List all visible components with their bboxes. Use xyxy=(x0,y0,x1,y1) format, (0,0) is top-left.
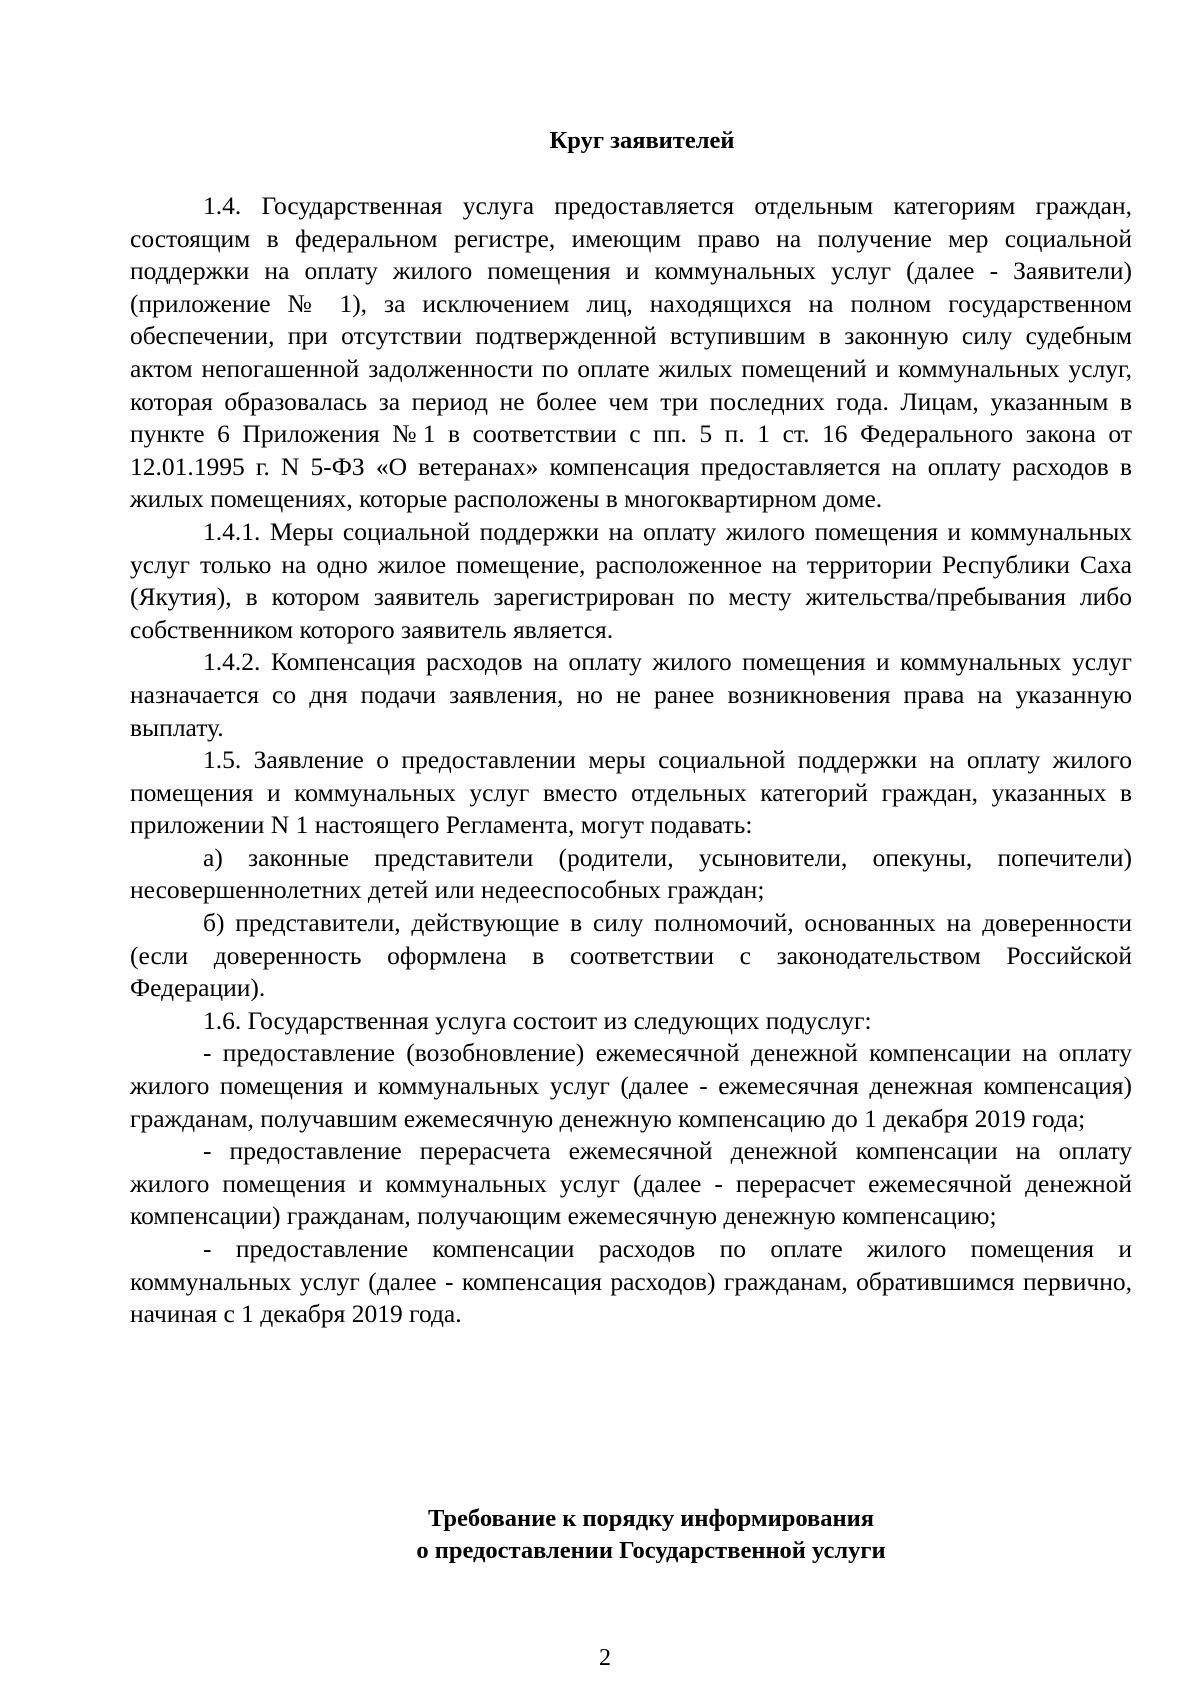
paragraph-1-4: 1.4. Государственная услуга предоставляется отдельным категориям граждан, состоящим в федеральном регистре, имеющим право на получение мер социальной поддержки на оплату жилого помещения и коммунальных услуг (далее - Заявители) (приложение № 1), за исключением лиц, находящихся на полном государственном обеспечении, при отсутствии подтвержденной вступившим в законную силу судебным актом непогашенной задолженности по оплате жилых помещений и коммунальных услуг, которая образовалась за период не более чем три последних года. Лицам, указанным в пункте 6 Приложения №1 в соответствии с пп. 5 п. 1 ст. 16 Федерального закона от 12.01.1995 г. N 5-ФЗ «О ветеранах» компенсация предоставляется на оплату расходов в жилых помещениях, которые расположены в многоквартирном доме. xyxy=(130,191,1132,514)
page-number: 2 xyxy=(599,1645,611,1671)
paragraph-1-5-b: б) представители, действующие в силу полномочий, основанных на доверенности (если доверенность оформлена в соответствии с законодательством Российской Федерации). xyxy=(130,908,1132,1003)
next-section-title-line-1: Требование к порядку информирования xyxy=(428,1505,874,1532)
section-title: Круг заявителей xyxy=(549,127,735,154)
paragraph-1-4-2: 1.4.2. Компенсация расходов на оплату жилого помещения и коммунальных услуг назначается со дня подачи заявления, но не ранее возникновения права на указанную выплату. xyxy=(130,647,1132,742)
paragraph-1-6-item-3: - предоставление компенсации расходов по оплате жилого помещения и коммунальных услуг (далее - компенсация расходов) гражданам, обратившимся первично, начиная с 1 декабря 2019 года. xyxy=(130,1234,1132,1329)
paragraph-1-5: 1.5. Заявление о предоставлении меры социальной поддержки на оплату жилого помещения и коммунальных услуг вместо отдельных категорий граждан, указанных в приложении N 1 настоящего Регламента, могут подавать: xyxy=(130,745,1132,840)
next-section-title-line-2: о предоставлении Государственной услуги xyxy=(416,1537,886,1564)
paragraph-1-6: 1.6. Государственная услуга состоит из следующих подуслуг: xyxy=(203,1005,872,1035)
paragraph-1-6-item-2: - предоставление перерасчета ежемесячной денежной компенсации на оплату жилого помещения и коммунальных услуг (далее - перерасчет ежемесячной денежной компенсации) гражданам, получающим ежемесячную денежную компенсацию; xyxy=(130,1136,1132,1231)
body-text xyxy=(130,190,1132,1331)
paragraph-1-4-1: 1.4.1. Меры социальной поддержки на оплату жилого помещения и коммунальных услуг только на одно жилое помещение, расположенное на территории Республики Саха (Якутия), в котором заявитель зарегистрирован по месту жительства/пребывания либо собственником которого заявитель является. xyxy=(130,516,1132,644)
next-section-title xyxy=(130,1503,1132,1567)
paragraph-1-6-item-1: - предоставление (возобновление) ежемесячной денежной компенсации на оплату жилого помещения и коммунальных услуг (далее - ежемесячная денежная компенсация) гражданам, получавшим ежемесячную денежную компенсацию до 1 декабря 2019 года; xyxy=(130,1038,1132,1133)
paragraph-1-5-a: а) законные представители (родители, усыновители, опекуны, попечители) несовершеннолетних детей или недееспособных граждан; xyxy=(130,842,1132,905)
